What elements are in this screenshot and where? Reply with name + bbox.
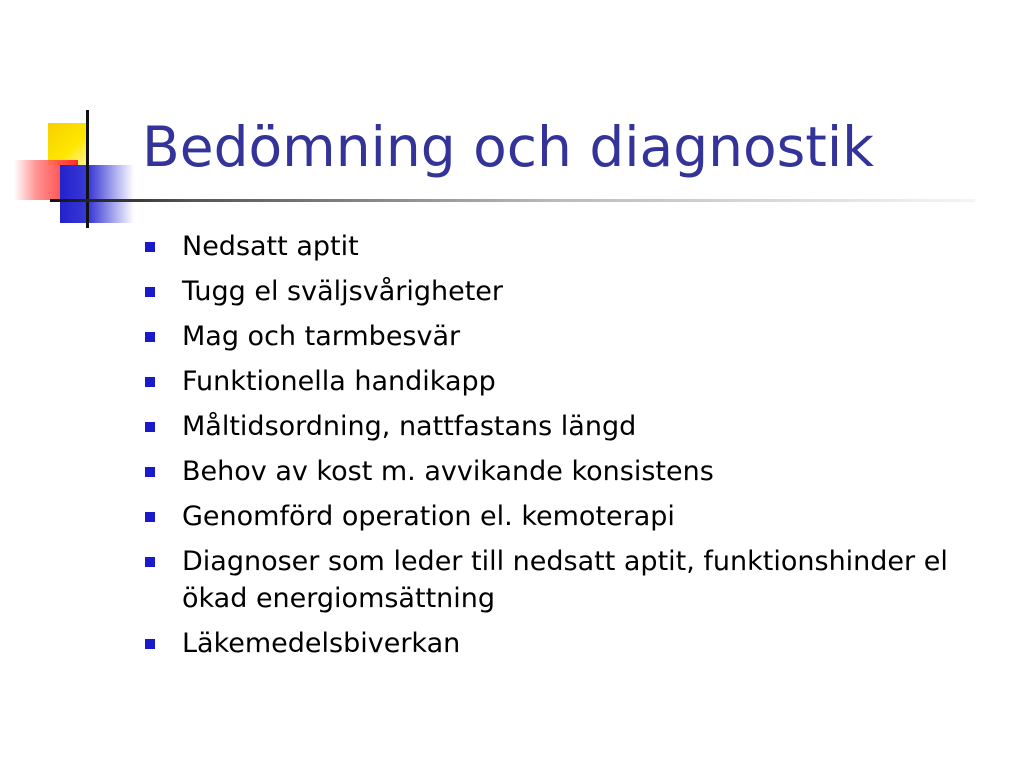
- slide-title: Bedömning och diagnostik: [142, 115, 874, 179]
- bullet-text: Genomförd operation el. kemoterapi: [182, 501, 675, 532]
- list-item: [142, 625, 1012, 662]
- logo-yellow-square: [48, 123, 88, 165]
- bullet-list: [142, 228, 1012, 670]
- bullet-text: Måltidsordning, nattfastans längd: [182, 411, 637, 442]
- square-bullet-icon: [145, 422, 155, 432]
- square-bullet-icon: [145, 512, 155, 522]
- logo-blue-square: [60, 165, 134, 223]
- bullet-text: Tugg el sväljsvårigheter: [182, 276, 504, 307]
- list-item: [142, 498, 1012, 535]
- bullet-text: Mag och tarmbesvär: [182, 321, 461, 352]
- list-item: [142, 318, 1012, 355]
- square-bullet-icon: [145, 639, 155, 649]
- list-item: [142, 363, 1012, 400]
- logo-vertical-line: [86, 110, 89, 228]
- title-underline: [50, 199, 975, 202]
- square-bullet-icon: [145, 287, 155, 297]
- list-item: [142, 408, 1012, 445]
- square-bullet-icon: [145, 377, 155, 387]
- list-item: [142, 453, 1012, 490]
- bullet-text: Behov av kost m. avvikande konsistens: [182, 456, 714, 487]
- square-bullet-icon: [145, 332, 155, 342]
- square-bullet-icon: [145, 557, 155, 567]
- bullet-text: Funktionella handikapp: [182, 366, 496, 397]
- list-item: [142, 543, 1012, 617]
- square-bullet-icon: [145, 242, 155, 252]
- list-item: [142, 228, 1012, 265]
- bullet-text: Läkemedelsbiverkan: [182, 628, 461, 659]
- list-item: [142, 273, 1012, 310]
- bullet-text: Nedsatt aptit: [182, 231, 359, 262]
- bullet-text: Diagnoser som leder till nedsatt aptit, funktionshinder el ökad energiomsättning: [182, 546, 948, 614]
- square-bullet-icon: [145, 467, 155, 477]
